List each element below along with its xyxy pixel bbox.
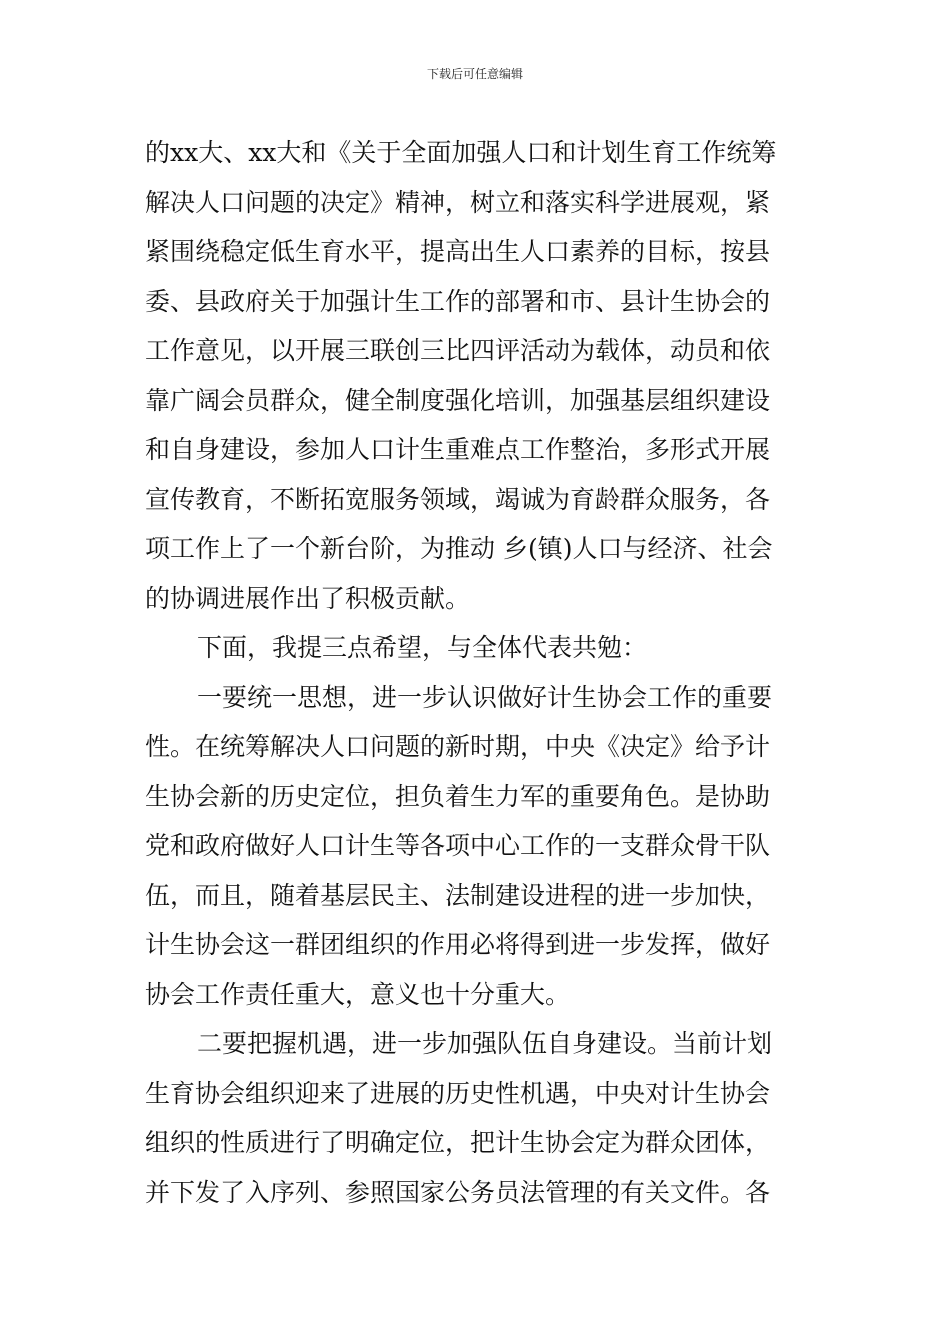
text-line: 伍，而且，随着基层民主、法制建设进程的进一步加快， [145, 880, 771, 910]
text-line: 计生协会这一群团组织的作用必将得到进一步发挥，做好 [145, 930, 771, 959]
text-line: 生育协会组织迎来了进展的历史性机遇，中央对计生协会 [145, 1078, 771, 1108]
text-line: 工作意见，以开展三联创三比四评活动为载体，动员和依 [145, 336, 771, 365]
text-line: 的xx大、xx大和《关于全面加强人口和计划生育工作统筹 [145, 138, 777, 167]
text-line: 和自身建设，参加人口计生重难点工作整治，多形式开展 [145, 435, 771, 464]
text-line: 项工作上了一个新台阶，为推动 乡(镇)人口与经济、社会 [145, 534, 773, 563]
page-header: 下载后可任意编辑 [426, 67, 523, 81]
text-line: 生协会新的历史定位，担负着生力军的重要角色。是协助 [145, 781, 771, 811]
text-line: 解决人口问题的决定》精神，树立和落实科学进展观，紧 [145, 187, 771, 217]
text-line: 下面，我提三点希望，与全体代表共勉： [197, 633, 648, 662]
text-line: 委、县政府关于加强计生工作的部署和市、县计生协会的 [145, 286, 771, 316]
text-line: 的协调进展作出了积极贡献。 [145, 583, 471, 613]
text-line: 二要把握机遇，进一步加强队伍自身建设。当前计划 [197, 1029, 773, 1058]
document-body [145, 128, 810, 1217]
text-line: 一要统一思想，进一步认识做好计生协会工作的重要 [197, 682, 773, 712]
text-line: 靠广阔会员群众，健全制度强化培训，加强基层组织建设 [145, 385, 771, 415]
text-line: 宣传教育，不断拓宽服务领域，竭诚为育龄群众服务，各 [145, 484, 771, 514]
text-line: 紧围绕稳定低生育水平，提高出生人口素养的目标，按县 [145, 237, 771, 266]
text-line: 协会工作责任重大，意义也十分重大。 [145, 979, 571, 1009]
text-line: 性。在统筹解决人口问题的新时期，中央《决定》给予计 [145, 732, 771, 761]
text-line: 并下发了入序列、参照国家公务员法管理的有关文件。各 [145, 1177, 771, 1207]
text-line: 组织的性质进行了明确定位，把计生协会定为群众团体， [145, 1128, 771, 1157]
text-line: 党和政府做好人口计生等各项中心工作的一支群众骨干队 [145, 831, 771, 860]
